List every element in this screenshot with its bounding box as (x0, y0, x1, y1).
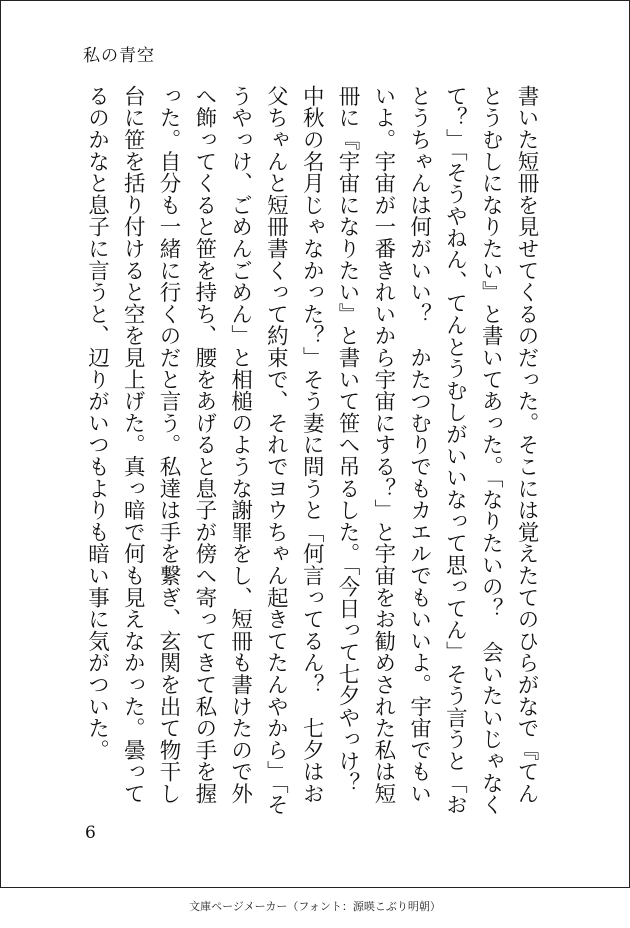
page-title: 私の青空 (83, 46, 155, 66)
body-text: 書いた短冊を見せてくるのだった。そこには覚えたてのひらがなで『てんとうむしになりたい』と書いてあった。「なりたいの？ 会いたいじゃなくて？」「そうやねん、てんとうむしがいいなって思ってん」そう言うと「おとうちゃんは何がいい？ かたつむりでもカエルでもいいよ。宇宙でもいいよ。宇宙が一番きれいから宇宙にする？」と宇宙をお勧めされた私は短冊に『宇宙になりたい』と書いて笹へ吊るした。「今日って七夕やっけ？ 中秋の名月じゃなかった？」そう妻に問うと「何言ってるん？ 七夕はお父ちゃんと短冊書くって約束で、それでヨウちゃん起きてたんやから」「そうやっけ、ごめんごめん」と相槌のような謝罪をし、短冊も書けたので外へ飾ってくると笹を持ち、腰をあげると息子が傍へ寄ってきて私の手を握った。自分も一緒に行くのだと言う。私達は手を繋ぎ、玄関を出て物干し台に笹を括り付けると空を見上げた。真っ暗で何も見えなかった。曇ってるのかなと息子に言うと、辺りがいつもよりも暗い事に気がついた。 (84, 85, 539, 816)
footer-credit: 文庫ページメーカー（フォント：源暎こぶり明朝） (189, 900, 441, 913)
page-number: 6 (85, 823, 96, 843)
